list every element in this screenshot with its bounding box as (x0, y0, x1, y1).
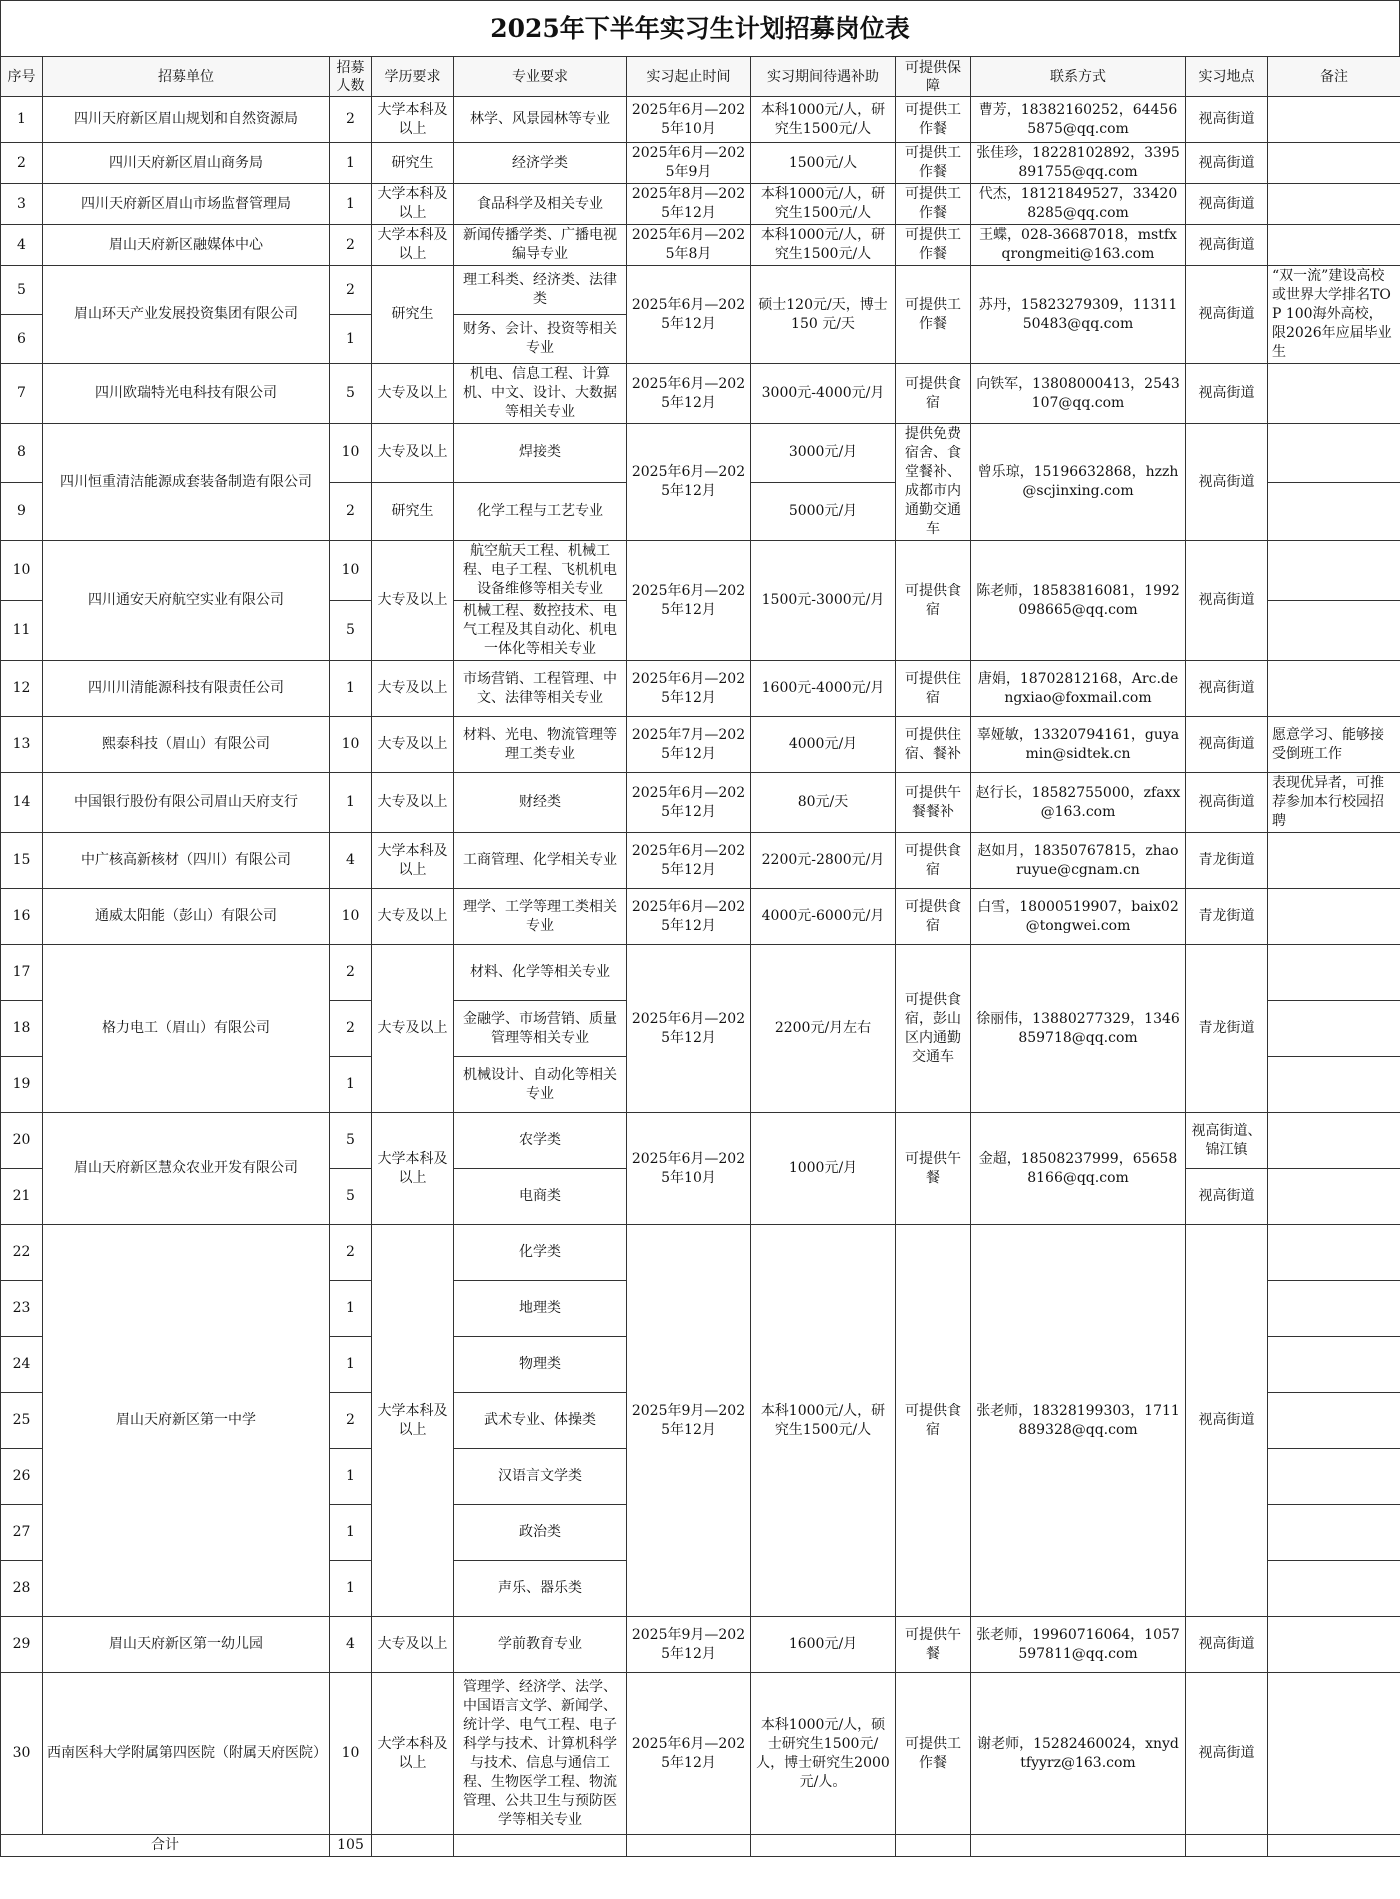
major-requirement: 材料、光电、物流管理等理工类专业 (454, 717, 627, 773)
pay-subsidy: 5000元/月 (751, 482, 896, 541)
recruit-count: 10 (330, 889, 372, 945)
row-number: 10 (1, 541, 43, 601)
recruit-count: 2 (330, 225, 372, 266)
major-requirement: 新闻传播学类、广播电视编导专业 (454, 225, 627, 266)
unit-name: 四川川清能源科技有限责任公司 (43, 661, 330, 717)
education-requirement: 大专及以上 (372, 945, 454, 1113)
internship-period: 2025年8月—2025年12月 (627, 184, 751, 225)
row-number: 8 (1, 424, 43, 483)
recruit-count: 2 (330, 97, 372, 143)
remarks (1268, 1001, 1400, 1057)
education-requirement: 大专及以上 (372, 661, 454, 717)
row-number: 17 (1, 945, 43, 1001)
unit-name: 四川天府新区眉山规划和自然资源局 (43, 97, 330, 143)
remarks (1268, 143, 1400, 184)
internship-location: 视高街道 (1186, 364, 1268, 424)
internship-period: 2025年6月—2025年12月 (627, 945, 751, 1113)
major-requirement: 机电、信息工程、计算机、中文、设计、大数据等相关专业 (454, 364, 627, 424)
recruit-count: 1 (330, 773, 372, 833)
pay-subsidy: 80元/天 (751, 773, 896, 833)
support-provided: 可提供食宿 (896, 889, 971, 945)
contact-info: 曾乐琼，15196632868，hzzh@scjinxing.com (971, 424, 1186, 541)
row-number: 12 (1, 661, 43, 717)
internship-period: 2025年6月—2025年12月 (627, 424, 751, 541)
unit-name: 四川欧瑞特光电科技有限公司 (43, 364, 330, 424)
contact-info: 向铁军，13808000413，2543107@qq.com (971, 364, 1186, 424)
header-cell: 序号 (1, 57, 43, 97)
recruit-count: 2 (330, 482, 372, 541)
recruit-count: 1 (330, 184, 372, 225)
recruit-count: 1 (330, 1057, 372, 1113)
row-number: 30 (1, 1673, 43, 1835)
major-requirement: 汉语言文学类 (454, 1449, 627, 1505)
table-row (1, 1617, 1400, 1673)
remarks (1268, 184, 1400, 225)
remarks (1268, 97, 1400, 143)
pay-subsidy: 2200元/月左右 (751, 945, 896, 1113)
unit-name: 西南医科大学附属第四医院（附属天府医院） (43, 1673, 330, 1835)
pay-subsidy: 3000元/月 (751, 424, 896, 483)
education-requirement: 大学本科及以上 (372, 1113, 454, 1225)
remarks (1268, 1449, 1400, 1505)
major-requirement: 财务、会计、投资等相关专业 (454, 315, 627, 364)
major-requirement: 焊接类 (454, 424, 627, 483)
remarks: “双一流”建设高校或世界大学排名TOP 100海外高校，限2026年应届毕业生 (1268, 266, 1400, 364)
recruit-count: 4 (330, 833, 372, 889)
contact-info: 赵行长，18582755000，zfaxx@163.com (971, 773, 1186, 833)
major-requirement: 林学、风景园林等专业 (454, 97, 627, 143)
remarks (1268, 661, 1400, 717)
recruit-count: 1 (330, 1561, 372, 1617)
recruit-count: 4 (330, 1617, 372, 1673)
support-provided: 可提供午餐 (896, 1113, 971, 1225)
unit-name: 熙泰科技（眉山）有限公司 (43, 717, 330, 773)
page-title: 2025年下半年实习生计划招募岗位表 (0, 0, 1400, 56)
internship-location: 视高街道、锦江镇 (1186, 1113, 1268, 1169)
unit-name: 眉山环天产业发展投资集团有限公司 (43, 266, 330, 364)
unit-name: 通威太阳能（彭山）有限公司 (43, 889, 330, 945)
contact-info: 金超，18508237999，656588166@qq.com (971, 1113, 1186, 1225)
internship-period: 2025年6月—2025年9月 (627, 143, 751, 184)
unit-name: 中国银行股份有限公司眉山天府支行 (43, 773, 330, 833)
remarks (1268, 364, 1400, 424)
contact-info: 赵如月，18350767815，zhaoruyue@cgnam.cn (971, 833, 1186, 889)
internship-period: 2025年6月—2025年12月 (627, 661, 751, 717)
education-requirement: 大学本科及以上 (372, 1225, 454, 1617)
education-requirement: 研究生 (372, 482, 454, 541)
row-number: 7 (1, 364, 43, 424)
row-number: 22 (1, 1225, 43, 1281)
internship-period: 2025年6月—2025年8月 (627, 225, 751, 266)
support-provided: 可提供工作餐 (896, 266, 971, 364)
support-provided: 可提供食宿 (896, 833, 971, 889)
row-number: 27 (1, 1505, 43, 1561)
recruit-count: 2 (330, 1001, 372, 1057)
education-requirement: 大学本科及以上 (372, 184, 454, 225)
row-number: 15 (1, 833, 43, 889)
row-number: 25 (1, 1393, 43, 1449)
major-requirement: 声乐、器乐类 (454, 1561, 627, 1617)
pay-subsidy: 本科1000元/人，硕士研究生1500元/人，博士研究生2000元/人。 (751, 1673, 896, 1835)
internship-location: 青龙街道 (1186, 889, 1268, 945)
table-row (1, 143, 1400, 184)
total-label: 合计 (1, 1835, 330, 1857)
recruit-count: 2 (330, 1393, 372, 1449)
remarks (1268, 1561, 1400, 1617)
pay-subsidy: 本科1000元/人，研究生1500元/人 (751, 184, 896, 225)
support-provided: 可提供食宿 (896, 1225, 971, 1617)
remarks (1268, 601, 1400, 661)
pay-subsidy: 硕士120元/天，博士150 元/天 (751, 266, 896, 364)
major-requirement: 食品科学及相关专业 (454, 184, 627, 225)
remarks (1268, 1113, 1400, 1169)
contact-info: 白雪，18000519907，baix02@tongwei.com (971, 889, 1186, 945)
contact-info: 谢老师，15282460024，xnydtfyyrz@163.com (971, 1673, 1186, 1835)
remarks: 表现优异者，可推荐参加本行校园招聘 (1268, 773, 1400, 833)
table-row (1, 1225, 1400, 1281)
recruit-count: 10 (330, 1673, 372, 1835)
education-requirement: 大专及以上 (372, 364, 454, 424)
row-number: 20 (1, 1113, 43, 1169)
internship-location: 视高街道 (1186, 773, 1268, 833)
education-requirement: 研究生 (372, 143, 454, 184)
remarks (1268, 1617, 1400, 1673)
internship-location: 视高街道 (1186, 225, 1268, 266)
table-row (1, 717, 1400, 773)
support-provided: 可提供工作餐 (896, 143, 971, 184)
table-row (1, 1113, 1400, 1169)
education-requirement: 大学本科及以上 (372, 1673, 454, 1835)
header-cell: 联系方式 (971, 57, 1186, 97)
recruit-count: 5 (330, 1169, 372, 1225)
major-requirement: 工商管理、化学相关专业 (454, 833, 627, 889)
contact-info: 陈老师，18583816081，1992098665@qq.com (971, 541, 1186, 661)
row-number: 24 (1, 1337, 43, 1393)
unit-name: 眉山天府新区融媒体中心 (43, 225, 330, 266)
row-number: 26 (1, 1449, 43, 1505)
contact-info: 张佳珍，18228102892，3395891755@qq.com (971, 143, 1186, 184)
remarks (1268, 1281, 1400, 1337)
support-provided: 可提供食宿 (896, 541, 971, 661)
internship-location: 视高街道 (1186, 266, 1268, 364)
remarks (1268, 1169, 1400, 1225)
remarks (1268, 1673, 1400, 1835)
recruit-count: 2 (330, 1225, 372, 1281)
internship-location: 视高街道 (1186, 1169, 1268, 1225)
education-requirement: 大学本科及以上 (372, 97, 454, 143)
internship-location: 视高街道 (1186, 184, 1268, 225)
major-requirement: 物理类 (454, 1337, 627, 1393)
header-cell: 实习地点 (1186, 57, 1268, 97)
row-number: 3 (1, 184, 43, 225)
pay-subsidy: 本科1000元/人，研究生1500元/人 (751, 97, 896, 143)
table-row (1, 833, 1400, 889)
major-requirement: 机械工程、数控技术、电气工程及其自动化、机电一体化等相关专业 (454, 601, 627, 661)
internship-period: 2025年6月—2025年10月 (627, 1113, 751, 1225)
internship-period: 2025年7月—2025年12月 (627, 717, 751, 773)
row-number: 11 (1, 601, 43, 661)
internship-period: 2025年6月—2025年12月 (627, 833, 751, 889)
header-row (1, 57, 1400, 97)
unit-name: 四川天府新区眉山商务局 (43, 143, 330, 184)
pay-subsidy: 1600元-4000元/月 (751, 661, 896, 717)
internship-period: 2025年9月—2025年12月 (627, 1225, 751, 1617)
pay-subsidy: 4000元/月 (751, 717, 896, 773)
row-number: 23 (1, 1281, 43, 1337)
recruit-count: 2 (330, 945, 372, 1001)
table-row (1, 1673, 1400, 1835)
internship-period: 2025年6月—2025年12月 (627, 889, 751, 945)
table-row (1, 541, 1400, 601)
table-body (1, 97, 1400, 1835)
major-requirement: 经济学类 (454, 143, 627, 184)
recruit-count: 5 (330, 601, 372, 661)
table-row (1, 266, 1400, 315)
table-row (1, 225, 1400, 266)
remarks (1268, 1337, 1400, 1393)
row-number: 1 (1, 97, 43, 143)
major-requirement: 武术专业、体操类 (454, 1393, 627, 1449)
total-row (1, 1835, 1400, 1857)
remarks (1268, 945, 1400, 1001)
major-requirement: 农学类 (454, 1113, 627, 1169)
recruit-count: 1 (330, 1449, 372, 1505)
internship-location: 视高街道 (1186, 541, 1268, 661)
contact-info: 代杰，18121849527，334208285@qq.com (971, 184, 1186, 225)
pay-subsidy: 4000元-6000元/月 (751, 889, 896, 945)
recruit-count: 1 (330, 1505, 372, 1561)
pay-subsidy: 本科1000元/人，研究生1500元/人 (751, 1225, 896, 1617)
internship-location: 视高街道 (1186, 1673, 1268, 1835)
support-provided: 可提供食宿，彭山区内通勤交通车 (896, 945, 971, 1113)
pay-subsidy: 1600元/月 (751, 1617, 896, 1673)
remarks (1268, 889, 1400, 945)
positions-table (0, 56, 1400, 1857)
row-number: 6 (1, 315, 43, 364)
support-provided: 可提供工作餐 (896, 1673, 971, 1835)
contact-info: 徐丽伟，13880277329，1346859718@qq.com (971, 945, 1186, 1113)
internship-location: 青龙街道 (1186, 945, 1268, 1113)
education-requirement: 大学本科及以上 (372, 833, 454, 889)
recruit-count: 5 (330, 1113, 372, 1169)
table-row (1, 661, 1400, 717)
major-requirement: 理工科类、经济类、法律类 (454, 266, 627, 315)
major-requirement: 理学、工学等理工类相关专业 (454, 889, 627, 945)
unit-name: 格力电工（眉山）有限公司 (43, 945, 330, 1113)
pay-subsidy: 本科1000元/人，研究生1500元/人 (751, 225, 896, 266)
recruit-count: 1 (330, 661, 372, 717)
education-requirement: 大专及以上 (372, 424, 454, 483)
remarks (1268, 424, 1400, 483)
support-provided: 可提供午餐餐补 (896, 773, 971, 833)
internship-period: 2025年6月—2025年12月 (627, 364, 751, 424)
header-cell: 实习起止时间 (627, 57, 751, 97)
contact-info: 唐娟，18702812168，Arc.dengxiao@foxmail.com (971, 661, 1186, 717)
table-row (1, 424, 1400, 483)
contact-info: 辜娅敏，13320794161，guyamin@sidtek.cn (971, 717, 1186, 773)
remarks (1268, 833, 1400, 889)
major-requirement: 市场营销、工程管理、中文、法律等相关专业 (454, 661, 627, 717)
recruit-count: 10 (330, 424, 372, 483)
major-requirement: 管理学、经济学、法学、中国语言文学、新闻学、统计学、电气工程、电子科学与技术、计算机科学与技术、信息与通信工程、生物医学工程、物流管理、公共卫生与预防医学等相关专业 (454, 1673, 627, 1835)
internship-location: 青龙街道 (1186, 833, 1268, 889)
row-number: 28 (1, 1561, 43, 1617)
unit-name: 中广核高新核材（四川）有限公司 (43, 833, 330, 889)
total-count: 105 (330, 1835, 372, 1857)
table-row (1, 184, 1400, 225)
pay-subsidy: 1000元/月 (751, 1113, 896, 1225)
major-requirement: 政治类 (454, 1505, 627, 1561)
education-requirement: 大专及以上 (372, 889, 454, 945)
internship-location: 视高街道 (1186, 97, 1268, 143)
major-requirement: 金融学、市场营销、质量管理等相关专业 (454, 1001, 627, 1057)
remarks (1268, 225, 1400, 266)
unit-name: 四川通安天府航空实业有限公司 (43, 541, 330, 661)
recruit-count: 10 (330, 541, 372, 601)
internship-period: 2025年6月—2025年10月 (627, 97, 751, 143)
internship-location: 视高街道 (1186, 661, 1268, 717)
unit-name: 四川天府新区眉山市场监督管理局 (43, 184, 330, 225)
header-cell: 可提供保障 (896, 57, 971, 97)
recruit-count: 1 (330, 1337, 372, 1393)
row-number: 13 (1, 717, 43, 773)
header-cell: 实习期间待遇补助 (751, 57, 896, 97)
internship-location: 视高街道 (1186, 717, 1268, 773)
remarks (1268, 1057, 1400, 1113)
header-cell: 专业要求 (454, 57, 627, 97)
header-cell: 招募人数 (330, 57, 372, 97)
pay-subsidy: 2200元-2800元/月 (751, 833, 896, 889)
pay-subsidy: 3000元-4000元/月 (751, 364, 896, 424)
internship-period: 2025年6月—2025年12月 (627, 266, 751, 364)
remarks (1268, 541, 1400, 601)
major-requirement: 地理类 (454, 1281, 627, 1337)
row-number: 16 (1, 889, 43, 945)
major-requirement: 机械设计、自动化等相关专业 (454, 1057, 627, 1113)
remarks: 愿意学习、能够接受倒班工作 (1268, 717, 1400, 773)
row-number: 19 (1, 1057, 43, 1113)
header-cell: 招募单位 (43, 57, 330, 97)
internship-location: 视高街道 (1186, 424, 1268, 541)
row-number: 5 (1, 266, 43, 315)
education-requirement: 大专及以上 (372, 1617, 454, 1673)
education-requirement: 大学本科及以上 (372, 225, 454, 266)
support-provided: 可提供住宿 (896, 661, 971, 717)
recruit-count: 1 (330, 143, 372, 184)
pay-subsidy: 1500元-3000元/月 (751, 541, 896, 661)
table-row (1, 773, 1400, 833)
support-provided: 提供免费宿舍、食堂餐补、成都市内通勤交通车 (896, 424, 971, 541)
internship-period: 2025年6月—2025年12月 (627, 773, 751, 833)
major-requirement: 化学类 (454, 1225, 627, 1281)
recruit-count: 1 (330, 315, 372, 364)
remarks (1268, 482, 1400, 541)
internship-location: 视高街道 (1186, 143, 1268, 184)
support-provided: 可提供食宿 (896, 364, 971, 424)
major-requirement: 化学工程与工艺专业 (454, 482, 627, 541)
education-requirement: 研究生 (372, 266, 454, 364)
major-requirement: 电商类 (454, 1169, 627, 1225)
remarks (1268, 1225, 1400, 1281)
unit-name: 眉山天府新区第一幼儿园 (43, 1617, 330, 1673)
header-cell: 备注 (1268, 57, 1400, 97)
major-requirement: 材料、化学等相关专业 (454, 945, 627, 1001)
education-requirement: 大专及以上 (372, 541, 454, 661)
header-cell: 学历要求 (372, 57, 454, 97)
internship-period: 2025年6月—2025年12月 (627, 1673, 751, 1835)
support-provided: 可提供工作餐 (896, 97, 971, 143)
contact-info: 曹芳，18382160252，644565875@qq.com (971, 97, 1186, 143)
support-provided: 可提供住宿、餐补 (896, 717, 971, 773)
recruit-count: 1 (330, 1281, 372, 1337)
table-row (1, 945, 1400, 1001)
contact-info: 王蝶，028-36687018，mstfxqrongmeiti@163.com (971, 225, 1186, 266)
contact-info: 张老师，18328199303，1711889328@qq.com (971, 1225, 1186, 1617)
contact-info: 张老师，19960716064，1057597811@qq.com (971, 1617, 1186, 1673)
education-requirement: 大专及以上 (372, 717, 454, 773)
unit-name: 眉山天府新区慧众农业开发有限公司 (43, 1113, 330, 1225)
major-requirement: 财经类 (454, 773, 627, 833)
table-row (1, 889, 1400, 945)
internship-location: 视高街道 (1186, 1225, 1268, 1617)
row-number: 29 (1, 1617, 43, 1673)
row-number: 9 (1, 482, 43, 541)
remarks (1268, 1393, 1400, 1449)
support-provided: 可提供午餐 (896, 1617, 971, 1673)
education-requirement: 大专及以上 (372, 773, 454, 833)
internship-period: 2025年6月—2025年12月 (627, 541, 751, 661)
row-number: 2 (1, 143, 43, 184)
recruit-count: 5 (330, 364, 372, 424)
unit-name: 眉山天府新区第一中学 (43, 1225, 330, 1617)
row-number: 14 (1, 773, 43, 833)
pay-subsidy: 1500元/人 (751, 143, 896, 184)
row-number: 4 (1, 225, 43, 266)
table-row (1, 364, 1400, 424)
internship-location: 视高街道 (1186, 1617, 1268, 1673)
table-row (1, 97, 1400, 143)
unit-name: 四川恒重清洁能源成套装备制造有限公司 (43, 424, 330, 541)
recruit-count: 10 (330, 717, 372, 773)
contact-info: 苏丹，15823279309，1131150483@qq.com (971, 266, 1186, 364)
recruit-count: 2 (330, 266, 372, 315)
support-provided: 可提供工作餐 (896, 225, 971, 266)
internship-period: 2025年9月—2025年12月 (627, 1617, 751, 1673)
major-requirement: 学前教育专业 (454, 1617, 627, 1673)
row-number: 21 (1, 1169, 43, 1225)
row-number: 18 (1, 1001, 43, 1057)
support-provided: 可提供工作餐 (896, 184, 971, 225)
major-requirement: 航空航天工程、机械工程、电子工程、飞机机电设备维修等相关专业 (454, 541, 627, 601)
remarks (1268, 1505, 1400, 1561)
